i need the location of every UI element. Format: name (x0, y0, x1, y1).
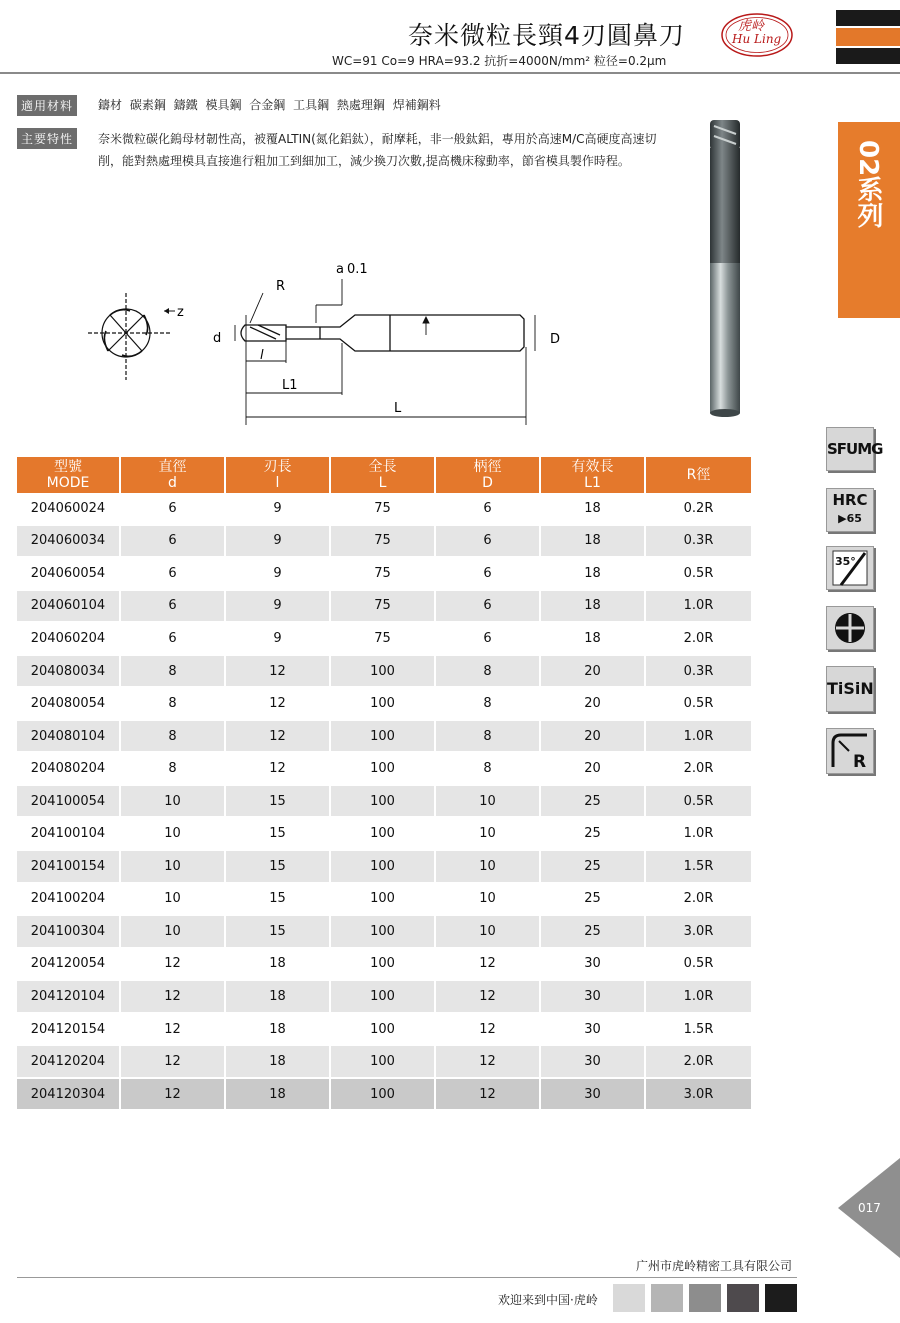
table-cell: 100 (331, 753, 436, 786)
table-cell: 18 (226, 949, 331, 982)
table-cell: 204120104 (17, 981, 121, 1014)
label-a: a (336, 262, 344, 277)
table-cell: 3.0R (646, 916, 751, 949)
table-cell: 0.5R (646, 786, 751, 819)
table-cell: 30 (541, 949, 646, 982)
header-label: 刃長 (263, 459, 292, 475)
table-cell: 8 (121, 721, 226, 754)
table-cell: 12 (226, 753, 331, 786)
table-cell: 204100204 (17, 884, 121, 917)
table-cell: 204060054 (17, 558, 121, 591)
end-mill-photo (700, 108, 750, 420)
table-cell: 12 (226, 656, 331, 689)
table-cell: 0.2R (646, 493, 751, 526)
table-cell: 9 (226, 493, 331, 526)
table-cell: 20 (541, 753, 646, 786)
table-header-cell (646, 457, 751, 493)
table-cell: 10 (121, 818, 226, 851)
table-cell: 100 (331, 916, 436, 949)
table-cell: 12 (436, 949, 541, 982)
table-cell: 18 (541, 623, 646, 656)
label-D: D (550, 332, 561, 347)
tool-dimension-diagram (80, 255, 600, 435)
table-cell: 2.0R (646, 623, 751, 656)
table-cell: 204100054 (17, 786, 121, 819)
table-row (17, 851, 751, 884)
table-cell: 75 (331, 623, 436, 656)
table-cell: 204060104 (17, 591, 121, 624)
table-row (17, 656, 751, 689)
table-cell: 100 (331, 786, 436, 819)
table-cell: 10 (121, 851, 226, 884)
table-row (17, 1014, 751, 1047)
page-number: 017 (858, 1201, 881, 1215)
table-cell: 100 (331, 1014, 436, 1047)
logo-text-latin: Hu Ling (732, 32, 782, 46)
table-cell: 204100304 (17, 916, 121, 949)
table-cell: 6 (121, 623, 226, 656)
table-cell: 12 (121, 1046, 226, 1079)
table-cell: 18 (226, 981, 331, 1014)
table-cell: 8 (436, 753, 541, 786)
table-row (17, 721, 751, 754)
table-row (17, 949, 751, 982)
color-swatch (613, 1284, 645, 1312)
helix-angle-text: 35° (835, 555, 856, 568)
table-cell: 204100154 (17, 851, 121, 884)
table-cell: 100 (331, 721, 436, 754)
label-z: z (177, 305, 184, 320)
table-row (17, 818, 751, 851)
table-cell: 8 (121, 688, 226, 721)
table-cell: 204100104 (17, 818, 121, 851)
table-cell: 9 (226, 623, 331, 656)
table-cell: 3.0R (646, 1079, 751, 1112)
table-cell: 8 (121, 656, 226, 689)
table-cell: 9 (226, 558, 331, 591)
table-cell: 1.5R (646, 1014, 751, 1047)
table-cell: 8 (436, 688, 541, 721)
table-cell: 10 (436, 851, 541, 884)
table-cell: 204080054 (17, 688, 121, 721)
table-header-cell (331, 457, 436, 493)
table-row (17, 1046, 751, 1079)
table-cell: 1.0R (646, 721, 751, 754)
table-cell: 15 (226, 786, 331, 819)
table-cell: 18 (226, 1046, 331, 1079)
table-header-cell (121, 457, 226, 493)
table-cell: 75 (331, 591, 436, 624)
hrc-icon-value: ▶65 (838, 512, 862, 525)
header-label: 直徑 (158, 459, 187, 475)
table-cell: 20 (541, 688, 646, 721)
label-a-tolerance: 0.1 (347, 262, 368, 277)
table-row (17, 981, 751, 1014)
table-row (17, 526, 751, 559)
table-cell: 75 (331, 493, 436, 526)
table-cell: 6 (436, 526, 541, 559)
label-L1: L1 (282, 378, 298, 393)
table-cell: 18 (226, 1014, 331, 1047)
header-symbol: MODE (46, 475, 90, 491)
material-spec-line: WC=91 Co=9 HRA=93.2 抗折=4000N/mm² 粒径=0.2μm (332, 54, 667, 68)
corner-stripe-dark-lower (836, 48, 900, 64)
helix-angle-icon (826, 546, 874, 590)
table-cell: 204080104 (17, 721, 121, 754)
table-cell: 15 (226, 818, 331, 851)
table-header-cell (226, 457, 331, 493)
corner-stripe-orange (836, 28, 900, 46)
table-cell: 30 (541, 1046, 646, 1079)
color-swatch (651, 1284, 683, 1312)
color-swatch (765, 1284, 797, 1312)
tisin-coating-icon: TiSiN (826, 666, 874, 712)
header-label: 型號 (54, 459, 82, 475)
table-cell: 12 (121, 981, 226, 1014)
label-l: l (260, 348, 264, 363)
table-row (17, 916, 751, 949)
header-label: 柄徑 (473, 459, 502, 475)
table-cell: 12 (436, 1046, 541, 1079)
table-cell: 12 (121, 1079, 226, 1112)
table-cell: 6 (121, 493, 226, 526)
table-cell: 10 (121, 884, 226, 917)
table-cell: 100 (331, 851, 436, 884)
materials-tag: 適用材料 (17, 95, 77, 116)
table-cell: 15 (226, 884, 331, 917)
features-text: 奈米微粒碳化鎢母材韌性高，被覆ALTIN(氮化鋁鈦），耐摩耗，非一般鈦鋁，專用於高速M/C高硬度高速切削，能對熱處理模具直接進行粗加工到細加工，減少換刀次數,提高機床稼動率，節省模具製作時程。 (98, 132, 657, 168)
hrc-icon (826, 488, 874, 532)
table-cell: 12 (226, 688, 331, 721)
table-cell: 6 (121, 591, 226, 624)
table-cell: 6 (436, 591, 541, 624)
table-cell: 100 (331, 884, 436, 917)
series-label: 02系列 (853, 140, 883, 229)
table-cell: 204120204 (17, 1046, 121, 1079)
table-row (17, 558, 751, 591)
table-cell: 10 (436, 916, 541, 949)
table-cell: 12 (121, 1014, 226, 1047)
table-cell: 0.5R (646, 558, 751, 591)
table-cell: 204060024 (17, 493, 121, 526)
table-cell: 6 (436, 623, 541, 656)
table-cell: 10 (436, 884, 541, 917)
label-d: d (213, 331, 222, 346)
spec-table (17, 457, 751, 1111)
table-cell: 100 (331, 818, 436, 851)
table-cell: 100 (331, 656, 436, 689)
table-cell: 15 (226, 916, 331, 949)
corner-stripe-dark (836, 10, 900, 26)
table-row (17, 623, 751, 656)
table-cell: 12 (121, 949, 226, 982)
table-cell: 12 (436, 1014, 541, 1047)
table-cell: 100 (331, 1079, 436, 1112)
table-cell: 204060204 (17, 623, 121, 656)
table-cell: 8 (436, 721, 541, 754)
end-view (88, 293, 170, 380)
table-header-row (17, 457, 751, 493)
materials-list: 鑄材 碳素鋼 鑄鐵 模具鋼 合金鋼 工具鋼 熱處理鋼 焊補鋼料 (98, 98, 441, 112)
table-header-cell (436, 457, 541, 493)
table-cell: 0.5R (646, 949, 751, 982)
color-swatch (727, 1284, 759, 1312)
color-swatch (689, 1284, 721, 1312)
header-divider (0, 72, 900, 74)
page-title: 奈米微粒長頸4刃圓鼻刀 (408, 21, 685, 50)
table-cell: 12 (226, 721, 331, 754)
table-cell: 25 (541, 786, 646, 819)
header-symbol: L (378, 475, 387, 491)
table-row (17, 688, 751, 721)
table-row (17, 591, 751, 624)
table-cell: 18 (226, 1079, 331, 1112)
table-cell: 1.0R (646, 591, 751, 624)
table-cell: 30 (541, 1014, 646, 1047)
table-cell: 25 (541, 818, 646, 851)
table-cell: 0.3R (646, 526, 751, 559)
table-cell: 0.5R (646, 688, 751, 721)
table-cell: 6 (436, 558, 541, 591)
table-cell: 6 (436, 493, 541, 526)
corner-radius-icon (826, 728, 874, 774)
table-cell: 10 (436, 818, 541, 851)
table-cell: 8 (121, 753, 226, 786)
table-cell: 0.3R (646, 656, 751, 689)
header-label: 有效長 (571, 459, 614, 475)
header-symbol: L1 (584, 475, 601, 491)
table-cell: 10 (121, 916, 226, 949)
side-view (241, 315, 524, 351)
table-cell: 100 (331, 949, 436, 982)
header-label: R徑 (686, 467, 711, 483)
label-R: R (276, 279, 286, 294)
table-cell: 204080204 (17, 753, 121, 786)
table-cell: 12 (436, 1079, 541, 1112)
company-name: 广州市虎岭精密工具有限公司 (636, 1259, 793, 1273)
table-cell: 6 (121, 526, 226, 559)
table-cell: 25 (541, 884, 646, 917)
features-tag: 主要特性 (17, 128, 77, 149)
table-row (17, 1079, 751, 1112)
table-cell: 100 (331, 1046, 436, 1079)
table-cell: 15 (226, 851, 331, 884)
table-row (17, 884, 751, 917)
hrc-icon-label: HRC (832, 491, 868, 509)
table-cell: 18 (541, 526, 646, 559)
table-cell: 10 (436, 786, 541, 819)
four-flute-icon (826, 606, 874, 650)
table-header-cell (541, 457, 646, 493)
table-cell: 2.0R (646, 884, 751, 917)
header-symbol: d (168, 475, 177, 491)
table-cell: 1.0R (646, 981, 751, 1014)
table-cell: 75 (331, 558, 436, 591)
table-row (17, 753, 751, 786)
table-cell: 25 (541, 851, 646, 884)
footer-divider (17, 1277, 797, 1278)
corner-radius-text: R (853, 752, 867, 772)
logo-text-chinese: 虎岭 (738, 19, 765, 34)
table-cell: 204120054 (17, 949, 121, 982)
table-cell: 75 (331, 526, 436, 559)
welcome-text: 欢迎来到中国·虎岭 (498, 1293, 598, 1307)
table-cell: 1.0R (646, 818, 751, 851)
table-cell: 2.0R (646, 753, 751, 786)
table-cell: 18 (541, 591, 646, 624)
table-cell: 25 (541, 916, 646, 949)
label-L: L (394, 401, 402, 416)
table-cell: 1.5R (646, 851, 751, 884)
table-cell: 12 (436, 981, 541, 1014)
header-label: 全長 (368, 459, 397, 475)
table-cell: 30 (541, 981, 646, 1014)
table-cell: 30 (541, 1079, 646, 1112)
table-cell: 8 (436, 656, 541, 689)
table-cell: 204120304 (17, 1079, 121, 1112)
table-row (17, 493, 751, 526)
table-cell: 6 (121, 558, 226, 591)
table-cell: 100 (331, 688, 436, 721)
table-cell: 100 (331, 981, 436, 1014)
table-cell: 2.0R (646, 1046, 751, 1079)
table-cell: 204080034 (17, 656, 121, 689)
table-row (17, 786, 751, 819)
table-header-cell (17, 457, 121, 493)
header-symbol: D (482, 475, 493, 491)
sfumg-icon: SFUMG (826, 427, 874, 471)
table-cell: 9 (226, 526, 331, 559)
table-cell: 204120154 (17, 1014, 121, 1047)
table-cell: 9 (226, 591, 331, 624)
table-cell: 10 (121, 786, 226, 819)
table-cell: 204060034 (17, 526, 121, 559)
header-symbol: l (275, 475, 280, 491)
table-cell: 18 (541, 493, 646, 526)
table-cell: 18 (541, 558, 646, 591)
table-cell: 20 (541, 656, 646, 689)
table-cell: 20 (541, 721, 646, 754)
